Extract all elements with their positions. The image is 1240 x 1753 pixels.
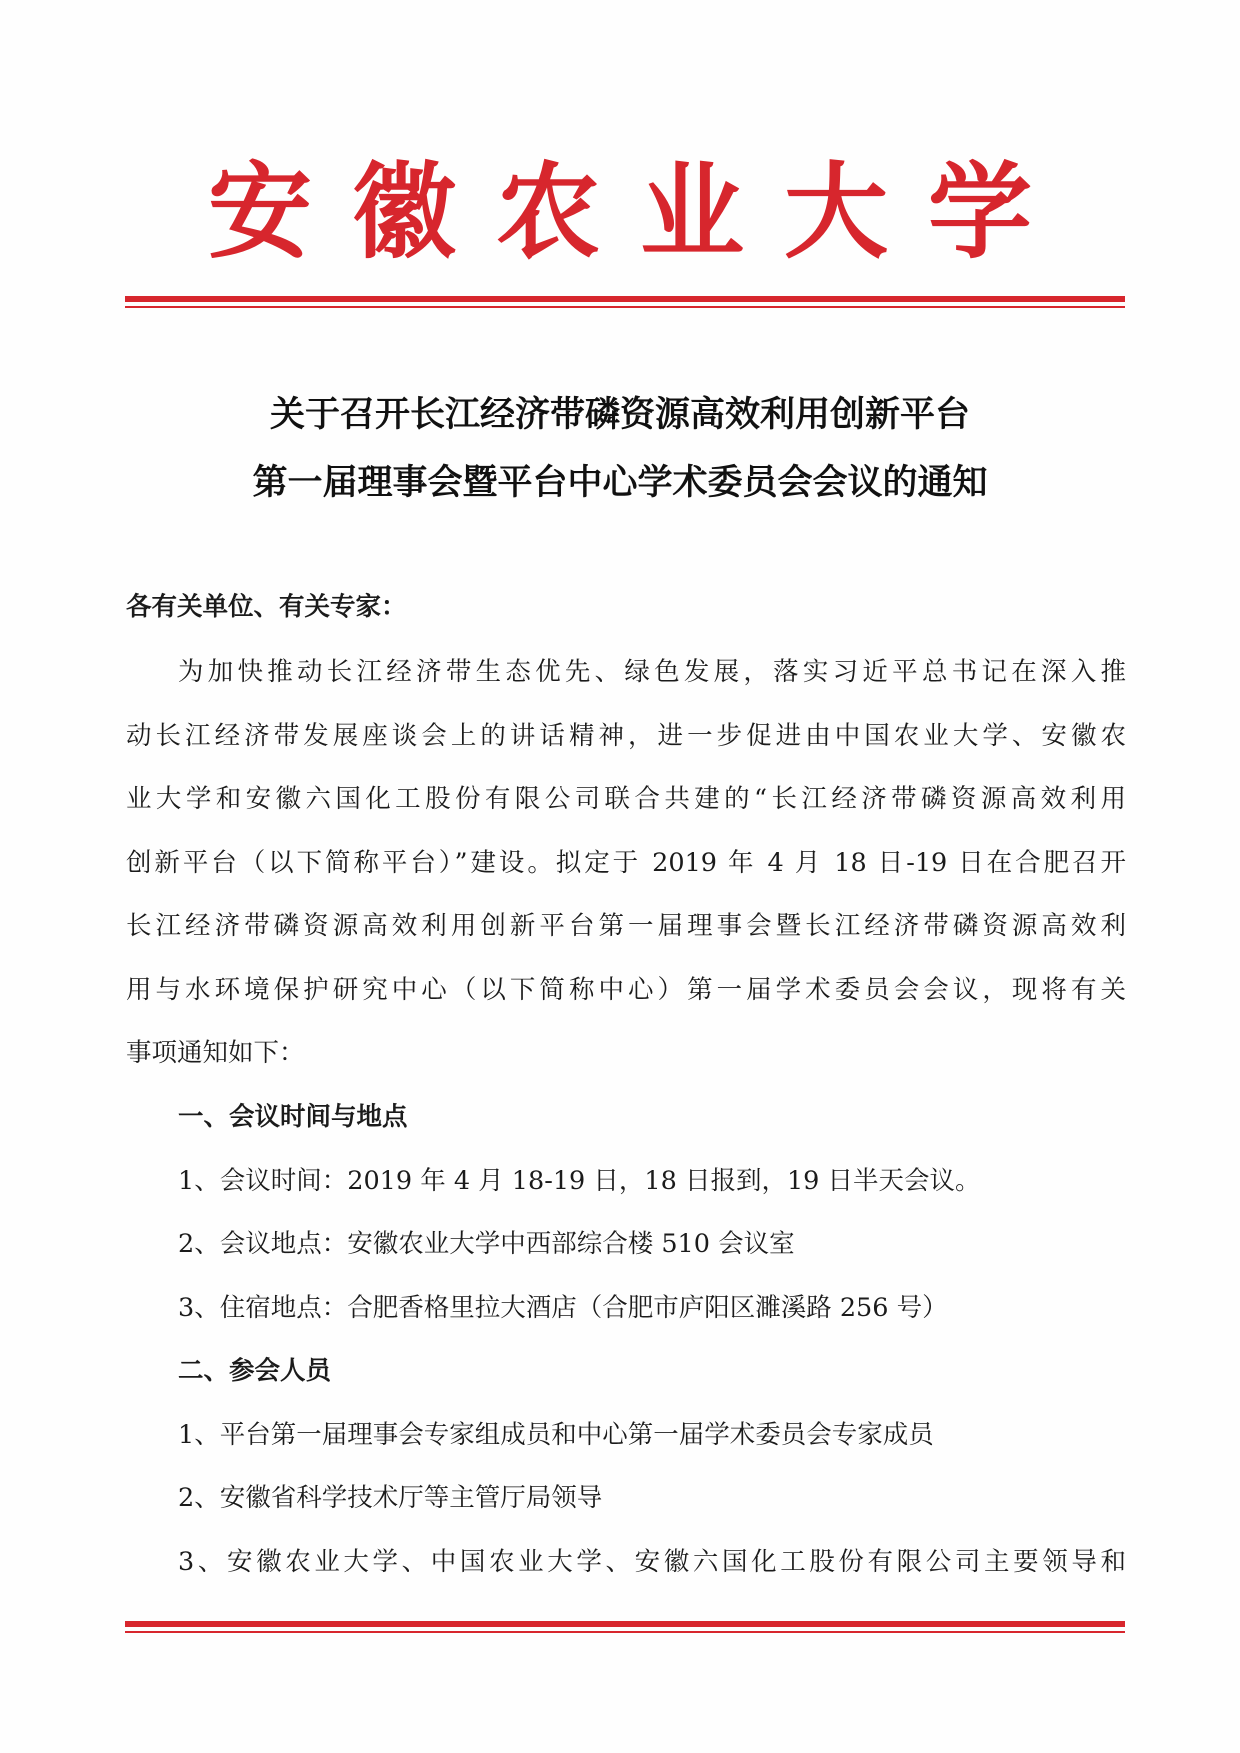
list-item: 3、安徽农业大学、中国农业大学、安徽六国化工股份有限公司主要领导和 — [178, 1547, 1126, 1577]
intro-line: 创新平台（以下简称平台）”建设。拟定于 2019 年 4 月 18 日-19 日在合肥召开 — [126, 848, 1126, 878]
footer-divider — [125, 1621, 1125, 1633]
intro-line: 业大学和安徽六国化工股份有限公司联合共建的“长江经济带磷资源高效利用 — [126, 784, 1126, 814]
list-item: 2、安徽省科学技术厅等主管厅局领导 — [178, 1483, 603, 1513]
list-item: 3、住宿地点：合肥香格里拉大酒店（合肥市庐阳区濉溪路 256 号） — [178, 1293, 948, 1323]
notice-title-line-1: 关于召开长江经济带磷资源高效利用创新平台 — [269, 395, 970, 435]
intro-line: 长江经济带磷资源高效利用创新平台第一届理事会暨长江经济带磷资源高效利 — [126, 911, 1126, 941]
list-item: 2、会议地点：安徽农业大学中西部综合楼 510 会议室 — [178, 1229, 795, 1259]
notice-title-line-2: 第一届理事会暨平台中心学术委员会会议的通知 — [252, 463, 988, 503]
salutation: 各有关单位、有关专家： — [126, 592, 407, 622]
intro-line: 为加快推动长江经济带生态优先、绿色发展，落实习近平总书记在深入推 — [178, 657, 1126, 687]
intro-line: 动长江经济带发展座谈会上的讲话精神，进一步促进由中国农业大学、安徽农 — [126, 721, 1126, 751]
intro-line: 事项通知如下： — [126, 1038, 305, 1068]
header-divider — [125, 296, 1125, 308]
section-heading: 二、参会人员 — [178, 1356, 332, 1386]
list-item: 1、会议时间：2019 年 4 月 18-19 日，18 日报到，19 日半天会议。 — [178, 1166, 981, 1196]
intro-line: 用与水环境保护研究中心（以下简称中心）第一届学术委员会会议，现将有关 — [126, 975, 1126, 1005]
university-name: 安徽农业大学 — [207, 150, 1072, 273]
list-item: 1、平台第一届理事会专家组成员和中心第一届学术委员会专家成员 — [178, 1420, 934, 1450]
section-heading: 一、会议时间与地点 — [178, 1102, 408, 1132]
university-masthead — [0, 150, 1240, 273]
